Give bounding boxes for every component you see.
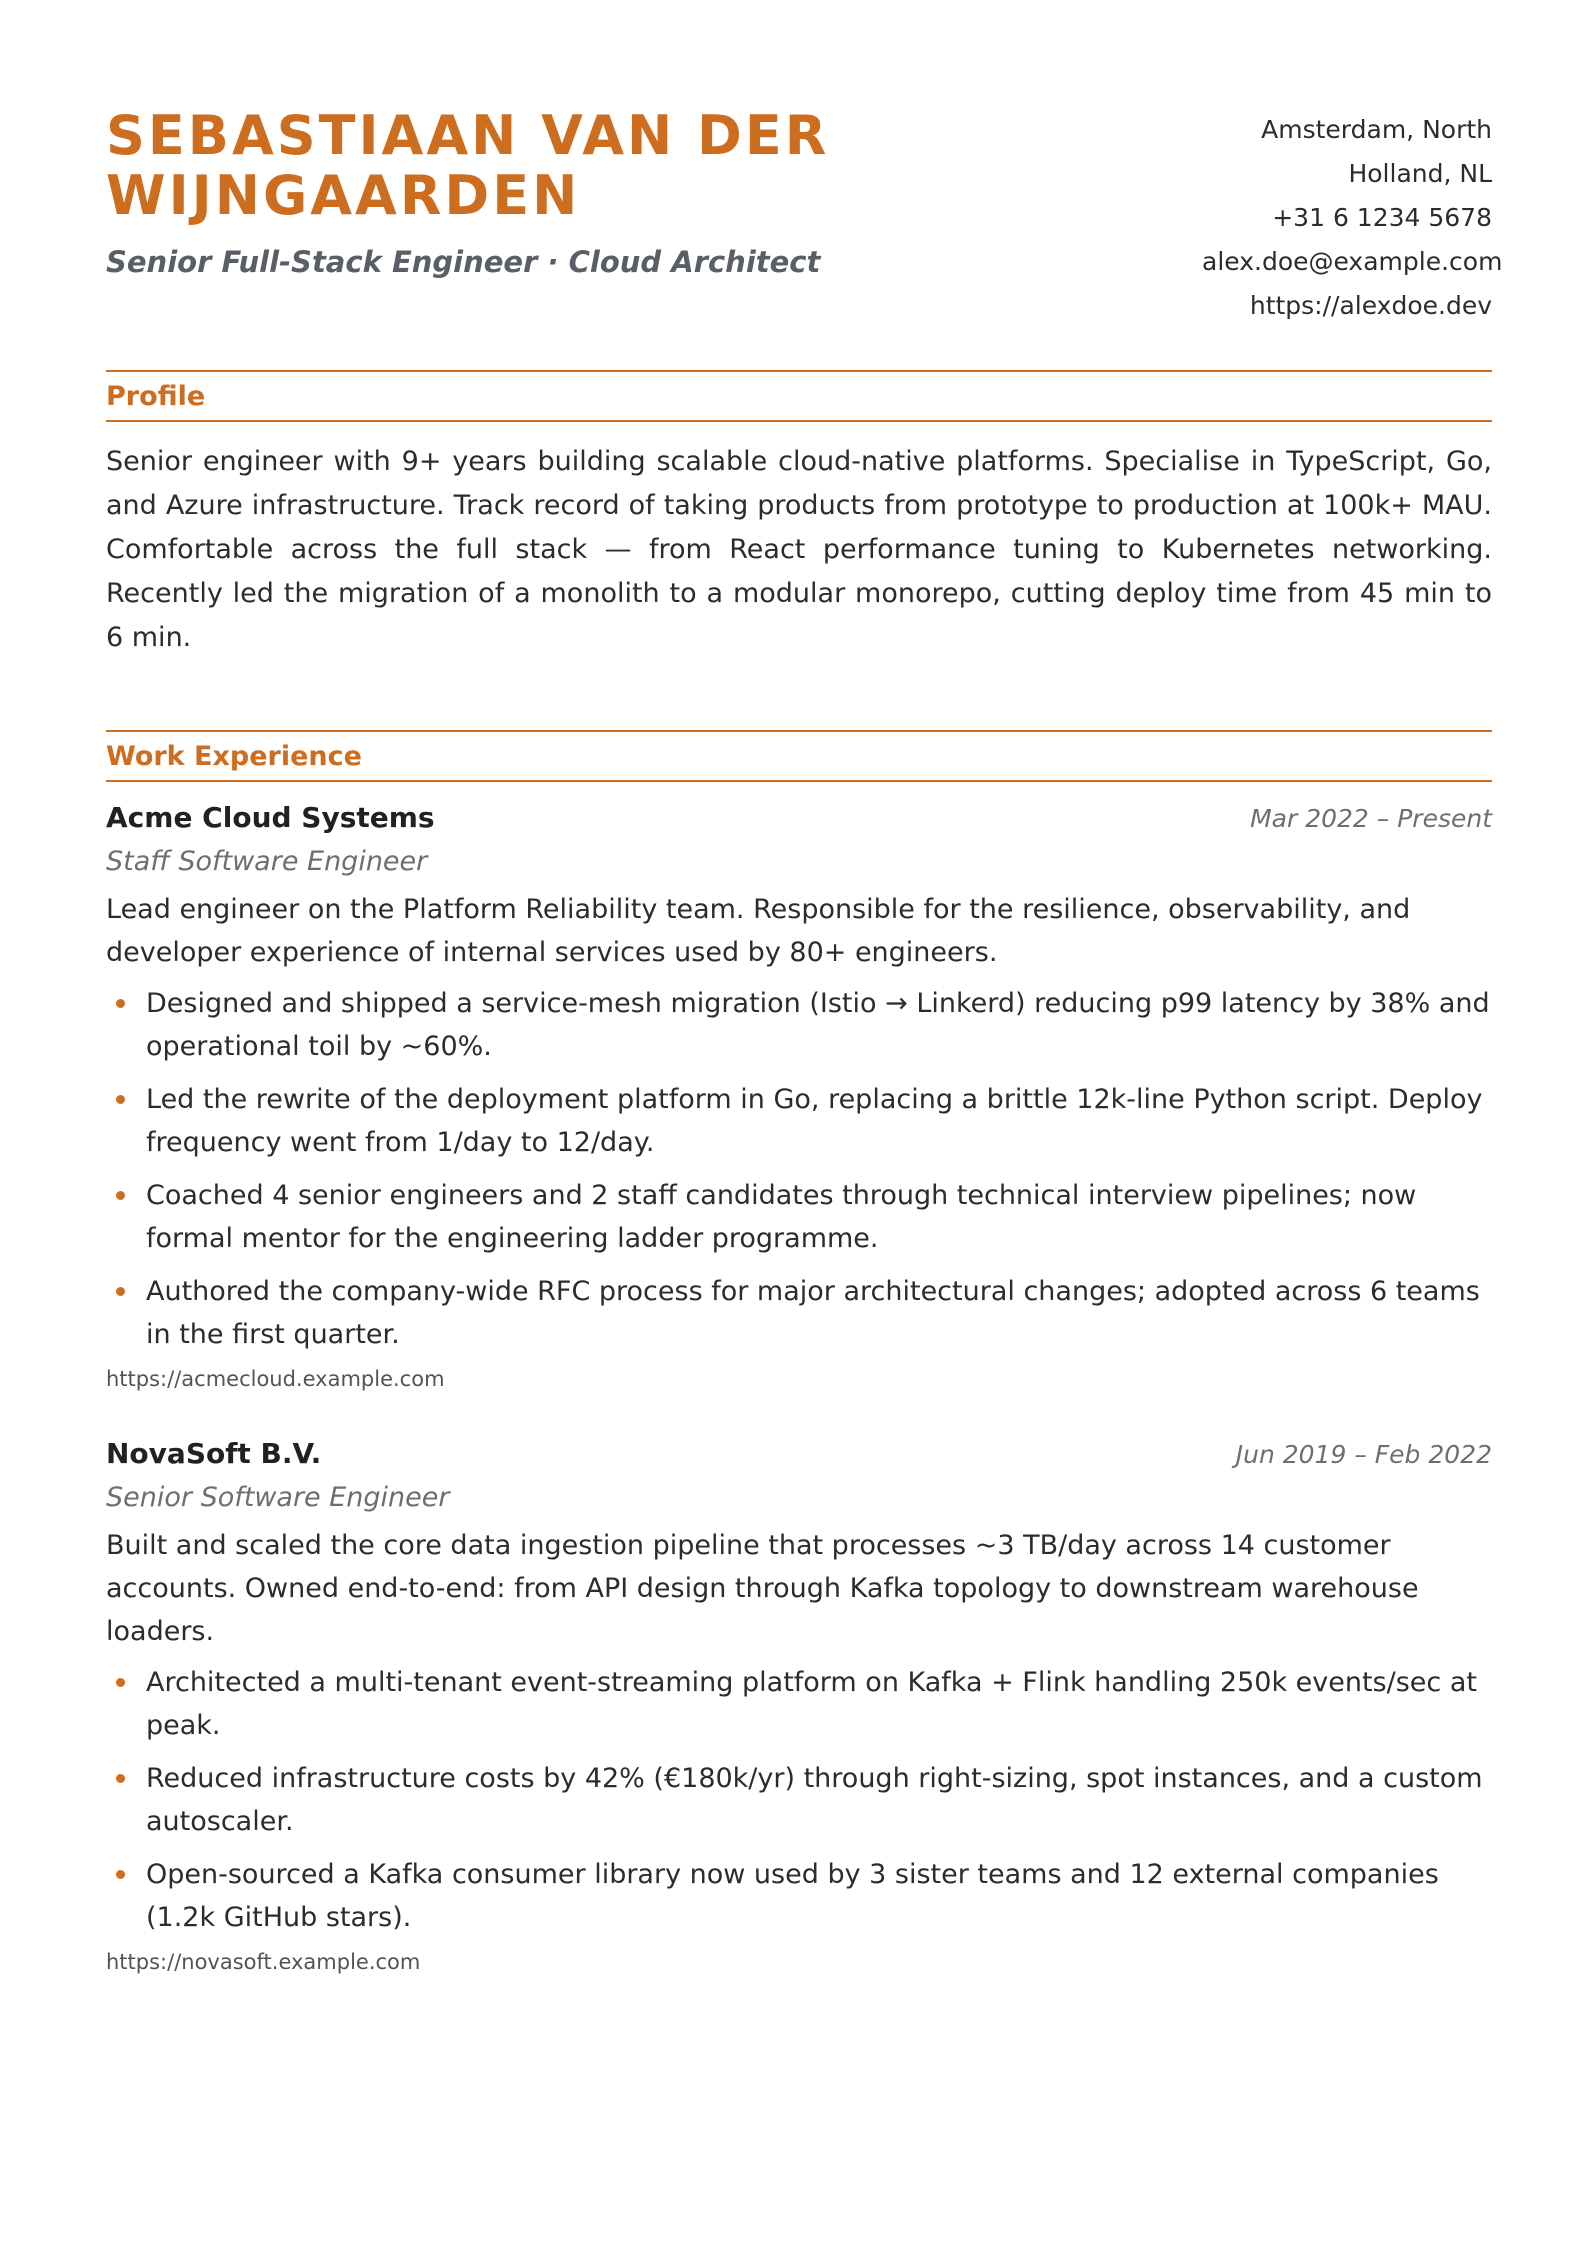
job-dates: Mar 2022 – Present (1250, 804, 1492, 833)
contact-phone[interactable]: +31 6 1234 5678 (1272, 203, 1492, 232)
job-company-url[interactable]: https://acmecloud.example.com (106, 1367, 445, 1391)
achievement-item (106, 1270, 1492, 1356)
achievement-item (106, 1757, 1492, 1843)
profile-section (106, 370, 1492, 660)
achievement-item (106, 1174, 1492, 1260)
achievement-text: Architected a multi-tenant event-streaming platform on Kafka + Flink handling 250k events/sec at peak. (146, 1667, 1477, 1741)
bullet-dot-icon (116, 1287, 125, 1296)
contact-email[interactable]: alex.doe@example.com (1202, 247, 1503, 276)
achievement-text: Designed and shipped a service-mesh migration (Istio → Linkerd) reducing p99 latency by 38% and operational toil by ~60%. (146, 988, 1490, 1062)
job-company: Acme Cloud Systems (106, 801, 435, 834)
achievement-text: Led the rewrite of the deployment platform in Go, replacing a brittle 12k-line Python script. Deploy frequency went from 1/day to 12/day. (146, 1084, 1483, 1158)
resume-header (106, 104, 1503, 328)
job-company-url[interactable]: https://novasoft.example.com (106, 1950, 421, 1974)
section-title-work: Work Experience (106, 740, 362, 772)
job-header (106, 798, 1492, 838)
work-experience-section (106, 730, 1492, 1977)
bullet-dot-icon (116, 1095, 125, 1104)
job-role: Staff Software Engineer (106, 846, 428, 877)
contact-info (1202, 106, 1503, 328)
name-block (106, 106, 966, 280)
contact-website[interactable]: https://alexdoe.dev (1249, 291, 1492, 320)
job-description: Lead engineer on the Platform Reliability team. Responsible for the resilience, observability, and developer experience of internal services used by 80+ engineers. (106, 894, 1411, 968)
achievement-text: Open-sourced a Kafka consumer library now used by 3 sister teams and 12 external companies (1.2k GitHub stars). (146, 1859, 1439, 1933)
achievement-item (106, 1661, 1492, 1747)
job-header (106, 1434, 1492, 1474)
achievement-item (106, 982, 1492, 1068)
candidate-tagline: Senior Full-Stack Engineer · Cloud Architect (106, 245, 821, 279)
job-dates: Jun 2019 – Feb 2022 (1235, 1440, 1492, 1469)
achievement-text: Coached 4 senior engineers and 2 staff candidates through technical interview pipelines; now formal mentor for the engineering ladder programme. (146, 1180, 1417, 1254)
bullet-dot-icon (116, 1870, 125, 1879)
bullet-dot-icon (116, 1774, 125, 1783)
bullet-dot-icon (116, 1678, 125, 1687)
section-header-work (106, 730, 1492, 782)
bullet-dot-icon (116, 999, 125, 1008)
bullet-dot-icon (116, 1191, 125, 1200)
job-achievements (106, 1661, 1492, 1939)
profile-text: Senior engineer with 9+ years building scalable cloud-native platforms. Specialise in TypeScript, Go, and Azure infrastructure. Track record of taking products from prototype to production at 100k+ MAU. Comfortable across the full stack — from React performance tuning to Kubernetes networking. Recently led the migration of a monolith to a modular monorepo, cutting deploy time from 45 min to 6 min. (106, 446, 1492, 653)
job-description: Built and scaled the core data ingestion pipeline that processes ~3 TB/day across 14 customer accounts. Owned end-to-end: from API design through Kafka topology to downstream warehouse loaders. (106, 1530, 1419, 1647)
job-company: NovaSoft B.V. (106, 1437, 322, 1470)
job-role: Senior Software Engineer (106, 1482, 450, 1513)
contact-location: Amsterdam, North Holland, NL (1261, 115, 1492, 188)
achievement-text: Reduced infrastructure costs by 42% (€180k/yr) through right-sizing, spot instances, and a custom autoscaler. (146, 1763, 1483, 1837)
achievement-item (106, 1078, 1492, 1164)
section-header-profile (106, 370, 1492, 422)
job-achievements (106, 982, 1492, 1356)
section-title-profile: Profile (106, 380, 206, 412)
achievement-item (106, 1853, 1492, 1939)
candidate-name: SEBASTIAAN VAN DER WIJNGAARDEN (106, 104, 830, 227)
achievement-text: Authored the company-wide RFC process for major architectural changes; adopted across 6 teams in the first quarter. (146, 1276, 1480, 1350)
job-entry (106, 1434, 1492, 1977)
job-entry (106, 798, 1492, 1394)
